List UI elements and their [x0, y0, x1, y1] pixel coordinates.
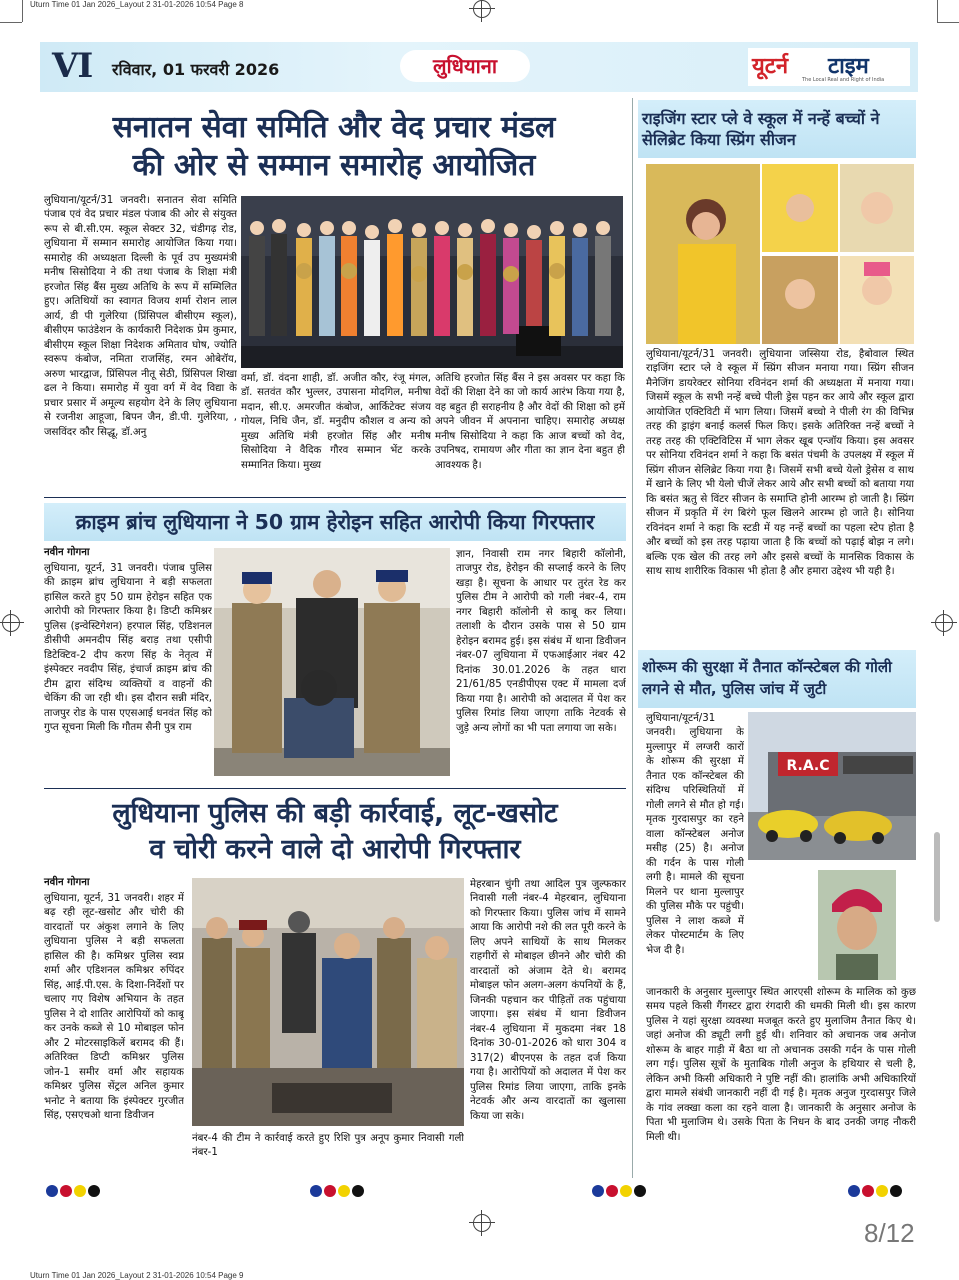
print-slug-top: Uturn Time 01 Jan 2026_Layout 2 31-01-2026 10:54 Page 8	[30, 0, 244, 9]
story1-headline-line1: सनातन सेवा समिति और वेद प्रचार मंडल	[112, 110, 556, 145]
crop-line	[937, 0, 938, 22]
story3-column-2: मेहरबान चुंगी तथा आदिल पुत्र जुल्फकार निवासी गली नंबर-4 मेहरबान, लुधियाना को गिरफ्तार किया। पुलिस जांच में सामने आया कि आरोपी नशे की लत पूरी करने के लिए अपने साथियों के साथ मिलकर राहगीरों से मोबाइल छीनने और चोरी की वारदातों को अंजाम देते थे। बरामद मोबाइल फोन अलग-अलग कंपनियों के हैं, जिनकी पहचान कर पीड़ितों तक पहुंचाया जाएगा। इस संबंध में थाना डिवीजन नंबर-4 लुधियाना में मुकदमा नंबर 18 दिनांक 30-01-2026 को धारा 304 व 317(2) बीएनएस के तहत दर्ज किया गया है। आरोपियों को अदालत में पेश कर पुलिस रिमांड लिया जाएगा, ताकि इनके नेटवर्क और अन्य वारदातों का खुलासा किया जा सके।	[470, 879, 626, 1122]
registration-mark-left	[2, 614, 20, 632]
color-dot	[890, 1185, 902, 1197]
story2-column-2: ज्ञान, निवासी राम नगर बिहारी कॉलोनी, ताजपुर रोड, हेरोइन की सप्लाई करने के लिए खड़ा है। सूचना के आधार पर तुरंत रेड कर पुलिस टीम ने आरोपी को गली नंबर-4, राम नगर बिहारी कॉलोनी से काबू कर लिया। तलाशी के दौरान उसके पास से 50 ग्राम हेरोइन बरामद हुई। इस संबंध में थाना डिवीजन नंबर-07 लुधियाना में एफआईआर नंबर 42 दिनांक 30.01.2026 के तहत धारा 21/61/85 एनडीपीएस एक्ट में मामला दर्ज किया गया है। आरोपी को अदालत में पेश कर पुलिस रिमांड लिया जाएगा ताकि नेटवर्क से जुड़े अन्य लोगों का भी पता लगाया जा सके।	[456, 549, 626, 734]
column-divider	[632, 98, 633, 1178]
color-dot	[592, 1185, 604, 1197]
story3-photo-press	[192, 878, 464, 1126]
story1-column-1: लुधियाना/यूटर्न/31 जनवरी। सनातन सेवा समिति पंजाब एवं वेद प्रचार मंडल पंजाब की ओर से संयुक्त रूप से बी.सी.एम. स्कूल सेक्टर 32, चंडीगढ़ रोड, लुधियाना में सम्मान समारोह आयोजित किया गया। समारोह की अध्यक्षता दिल्ली के पूर्व उप मुख्यमंत्री मनीष सिसोदिया ने की तथा पंजाब के शिक्षा मंत्री हरजोत सिंह बैंस मुख्य अतिथि के रूप में सम्मिलित हुए। अतिथियों का स्वागत विजय शर्मा रोशन लाल आर्य, डी पी गुलेरिया (प्रिंसिपल बीसीएम स्कूल), बीसीएम फाउंडेशन के कार्यकारी निदेशक प्रेम कुमार, बीसीएम स्कूल शिक्षा निदेशक अमिताव घोष, ज्योति स्वरूप कंबोज, नमिता राजसिंह, रमन ओबेरॉय, अरुण भारद्वाज, प्रिंसिपल नीतू सेठी, प्रिंसिपल शिखा ढल ने किया। समारोह में युवा वर्ग में वेद विद्या के प्रचार प्रसार में अमूल्य सहयोग देने के लिए लुधियाना से रजनीश आहूजा, बिपन जैन, डी.पी. गुलेरिया, , जसविंदर कौर सिद्धू, डॉ.अनु	[44, 195, 237, 438]
color-dot	[60, 1185, 72, 1197]
color-dot	[352, 1185, 364, 1197]
crop-line	[22, 0, 23, 22]
color-dot	[862, 1185, 874, 1197]
masthead	[40, 42, 918, 92]
logo-word-2: टाइम	[828, 54, 869, 79]
color-dot	[74, 1185, 86, 1197]
color-dots-2	[310, 1182, 366, 1201]
color-dot	[634, 1185, 646, 1197]
registration-mark-bottom	[473, 1214, 491, 1232]
color-dot	[310, 1185, 322, 1197]
story1-column-3: अतिथि हरजोत सिंह बैंस ने इस अवसर पर कहा कि वेदों की शिक्षा देने का जो कार्य आरंभ किया गया है, वह बहुत ही सराहनीय है और वेदों की शिक्षा को हमें अपने जीवन में अपनाना चाहिए। समारोह अध्यक्ष मनीष सिसोदिया ने कहा कि आज बच्चों को वेद, उपनिषद, रामायण और गीता का ज्ञान देना बहुत ही आवश्यक है।	[435, 373, 625, 471]
showroom-sign: R.A.C	[786, 758, 830, 774]
story1-photo-ceremony	[241, 196, 623, 368]
story1-column-2: वर्मा, डॉ. वंदना शाही, डॉ. अजीत कौर, रंजू मंगल, डॉ. सतवंत कौर भुल्लर, उपासना मोदगिल, मनीषा मदान, सी.ए. अमरजीत कंबोज, आर्किटेक्ट संजय गोयल, निधि जैन, डॉ. मनुदीप कौशल व अन्य को मुख्य अतिथि मंत्री हरजोत सिंह और मनीष सिसोदिया ने वैदिक गौरव सम्मान भेंट करके सम्मानित किया। मुख्य	[241, 373, 431, 471]
registration-mark-top	[473, 0, 491, 18]
color-dot	[606, 1185, 618, 1197]
color-dot	[88, 1185, 100, 1197]
issue-date: रविवार, 01 फरवरी 2026	[112, 60, 280, 79]
story5-column-wide: जानकारी के अनुसार मुल्लापुर स्थित आरएसी शोरूम के मालिक को कुछ समय पहले किसी गैंगस्टर द्वारा रंगदारी की धमकी मिली थी। इस कारण पुलिस ने यहां सुरक्षा व्यवस्था मजबूत करते हुए मुलाजिम तैनात किए थे। जहां अनोज की ड्यूटी लगी हुई थी। शनिवार को अचानक जब अनोज शोरूम के बाहर गाड़ी में बैठा था तो अचानक उसकी गर्दन के पास गोली लग गई। पुलिस सूत्रों के मुताबिक गोली अनुज के हथियार से चली है, लेकिन अभी किसी अधिकारी ने पुष्टि नहीं की। हालांकि अभी अधिकारियों द्वारा मामले संबंधी जानकारी नहीं दी गई है। मृतक अनुज गुरदासपुर जिले के गांव लक्खा कला का रहने वाला है। जानकारी के अनुसार अनोज के पिता भी मुलाजिम थे। उसके पिता के निधन के बाद उनकी जगह नौकरी मिली थी।	[646, 987, 916, 1143]
divider	[44, 497, 626, 498]
crop-line	[937, 22, 959, 23]
logo-word-1: यूटर्न	[752, 54, 789, 79]
divider	[44, 788, 626, 789]
story4-photo-collage	[646, 164, 914, 344]
color-dots-3	[592, 1182, 648, 1201]
story5-headline-line2: लगने से मौत, पुलिस जांच में जुटी	[642, 680, 827, 698]
page-number: VI	[52, 46, 93, 86]
story5-photo-constable	[818, 870, 896, 980]
school-collage-illustration	[646, 164, 914, 344]
story5-photo-showroom	[748, 712, 916, 860]
story3-photo-caption: नंबर-4 की टीम ने कार्रवाई करते हुए रिशि पुत्र अनूप कुमार निवासी गली नंबर-1	[192, 1133, 464, 1159]
color-dot	[324, 1185, 336, 1197]
story5-column-narrow: लुधियाना/यूटर्न/31 जनवरी। लुधियाना के मुल्लापुर में लग्जरी कारों के शोरूम की सुरक्षा में तैनात एक कॉन्स्टेबल की संदिग्ध परिस्थितियों में गोली लगने से मौत हो गई। मृतक गुरदासपुर का रहने वाला कॉन्स्टेबल अनोज मसीह (25) है। अनोज की गर्दन के पास गोली लगी है। मामले की सूचना मिलने पर थाना मुल्लापुर की पुलिस मौके पर पहुंची। पुलिस ने लाश कब्जे में लेकर पोस्टमार्टम के लिए भेज दी है।	[646, 713, 744, 956]
story3-headline-line2: व चोरी करने वाले दो आरोपी गिरफ्तार	[149, 834, 521, 865]
constable-portrait-illustration	[818, 870, 896, 980]
ceremony-photo-illustration	[241, 196, 623, 368]
color-dots-4	[848, 1182, 904, 1201]
story3-column-1: लुधियाना, यूटर्न, 31 जनवरी। शहर में बढ़ रही लूट-खसोट और चोरी की वारदातों पर अंकुश लगाने के लिए लुधियाना पुलिस ने बड़ी सफलता हासिल की है। कमिश्नर पुलिस स्वप्न शर्मा और एडिशनल कमिश्नर रुपिंदर सिंह, आई.पी.एस. के दिशा-निर्देशों पर चलाए गए विशेष अभियान के तहत पुलिस ने दो शातिर आरोपियों को काबू कर उनके कब्जे से 10 मोबाइल फोन और 2 मोटरसाइकिलें बरामद की हैं। अतिरिक्त डिप्टी कमिश्नर पुलिस जोन-1 समीर वर्मा और सहायक कमिश्नर पुलिस सेंट्रल अनिल कुमार भनोट ने बताया कि इंस्पेक्टर गुरजीत सिंह, एसएचओ थाना डिवीजन	[44, 893, 184, 1122]
scrollbar-thumb[interactable]	[934, 832, 940, 922]
page-counter: 8/12	[864, 1218, 915, 1248]
story4-headline-line2: सेलिब्रेट किया स्प्रिंग सीजन	[642, 130, 796, 149]
story2-headline: क्राइम ब्रांच लुधियाना ने 50 ग्राम हेरोइन सहित आरोपी किया गिरफ्तार	[75, 510, 595, 534]
story3-headline-line1: लुधियाना पुलिस की बड़ी कार्रवाई, लूट-खसोट	[112, 798, 558, 829]
story5-headline-line1: शोरूम की सुरक्षा में तैनात कॉन्स्टेबल की गोली	[642, 658, 892, 676]
color-dot	[338, 1185, 350, 1197]
color-dot	[876, 1185, 888, 1197]
color-dot	[848, 1185, 860, 1197]
story2-byline: नवीन गोगना	[44, 547, 90, 558]
story2-photo-arrest	[214, 548, 450, 776]
story3-byline: नवीन गोगना	[44, 877, 90, 888]
showroom-photo-illustration	[748, 712, 916, 860]
arrest-photo-illustration	[214, 548, 450, 776]
color-dot	[46, 1185, 58, 1197]
story2-column-1: लुधियाना, यूटर्न, 31 जनवरी। पंजाब पुलिस की क्राइम ब्रांच लुधियाना ने बड़ी सफलता हासिल करते हुए 50 ग्राम हेरोइन सहित एक आरोपी को गिरफ्तार किया है। डिप्टी कमिश्नर पुलिस (इन्वेस्टिगेशन) हरपाल सिंह, एडिशनल डीसीपी अमनदीप सिंह बराड़ तथा एसीपी डिटेक्टिव-2 दीप करण सिंह के नेतृत्व में इंस्पेक्टर नवदीप सिंह, इंचार्ज क्राइम ब्रांच की टीम द्वारा संदिग्ध व्यक्तियों व वाहनों की चेकिंग की जा रही थी। इस दौरान सन्नी मंदिर, ताजपुर रोड के पास एएसआई धनवंत सिंह को गुप्त सूचना मिली कि गौतम सैनी पुत्र राम	[44, 563, 212, 734]
crop-line	[0, 22, 22, 23]
color-dots-1	[46, 1182, 102, 1201]
section-city: लुधियाना	[400, 50, 530, 82]
logo-tagline: The Local Real and Right of India	[802, 77, 885, 83]
color-dot	[620, 1185, 632, 1197]
newspaper-logo	[748, 48, 910, 86]
registration-mark-right	[935, 614, 953, 632]
story4-headline-line1: राइजिंग स्टार प्ले वे स्कूल में नन्हें बच्चों ने	[642, 109, 880, 128]
story4-body: लुधियाना/यूटर्न/31 जनवरी। लुधियाना जस्सिया रोड, हैबोवाल स्थित राइजिंग स्टार प्ले वे स्कूल में स्प्रिंग सीजन मनाया गया। स्प्रिंग सीजन मैनेजिंग डायरेक्टर सोनिया रविनंदन शर्मा की अध्यक्षता में मनाया गया। जिसमें स्कूल के सभी नन्हें बच्चे पीली ड्रेस पहन कर आये और स्कूल द्वारा आयोजित एक्टिविटी में भाग लिया। जिसमें बच्चो ने पीली रंग की विभिन्न तरह की ड्राइंग बनाई कलर्स फिल किए। इसके अतिरिक्त नन्हें बच्चों ने तरह तरह की एक्टिविटिस में भाग लेकर खूब एन्जॉय किया। इस अवसर पर सोनिया रविनंदन शर्मा ने कहा कि बसंत पंचमी के उपलक्ष्य में स्कूल में स्प्रिंग सीजन सेलिब्रेट किया गया है। जिसमें सभी बच्चे येलो ड्रेसेस व साथ में खाने के लिए भी येलो चीजें लेकर आये और सभी बच्चों को बताया गया कि बसंत ऋतु से विंटर सीजन के समाप्ति होनी आरम्भ हो जाती है। स्प्रिंग सीजन में प्रकृति में रंग बिरंगे फूल खिलने आरम्भ हो जाते है। सोनिया रविनंदन शर्मा ने कहा कि स्टडी में यह नन्हें बच्चों का पहला स्टेप होता है और बच्चों को इस तरह पढ़ाया जाता है कि बच्चों को पढ़ाई बोझ न लगे। बल्कि एक खेल की तरह लगे और इससे बच्चों के मानसिक विकास के साथ साथ शारीरिक विकास भी होता है और हमारा उद्देश्य भी यही है।	[646, 349, 914, 578]
print-slug-bottom: Uturn Time 01 Jan 2026_Layout 2 31-01-2026 10:54 Page 9	[30, 1271, 244, 1280]
story1-headline-line2: की ओर से सम्मान समारोह आयोजित	[132, 148, 536, 183]
press-photo-illustration	[192, 878, 464, 1126]
